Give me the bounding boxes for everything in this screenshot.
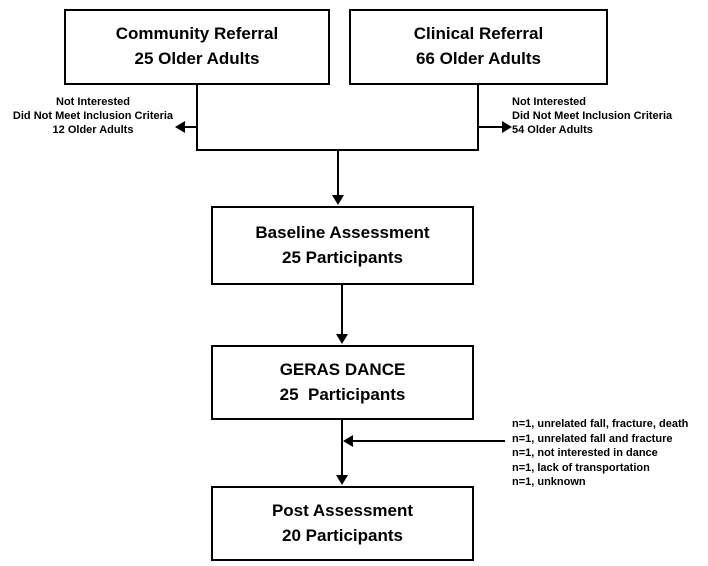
left-exclusion-line: Did Not Meet Inclusion Criteria (12, 110, 174, 122)
post-assessment-box (211, 486, 474, 561)
community-referral-title: Community Referral (115, 24, 279, 44)
left-exclusion-line: Not Interested (56, 96, 130, 108)
arrowhead-down-post (336, 475, 348, 485)
dropouts-note (512, 417, 708, 490)
baseline-assessment-count: 25 Participants (282, 247, 403, 267)
connector-clinical-down (477, 85, 479, 151)
baseline-assessment-box (211, 206, 474, 285)
community-referral-box (64, 9, 330, 85)
community-referral-count: 25 Older Adults (134, 49, 260, 68)
connector-right-exclusion (479, 126, 502, 128)
arrowhead-down-baseline (332, 195, 344, 205)
clinical-referral-box (349, 9, 608, 85)
connector-baseline-to-geras (341, 285, 343, 335)
left-exclusion-note (2, 95, 184, 137)
arrowhead-left-dropouts (343, 435, 353, 447)
right-exclusion-note (512, 95, 708, 137)
connector-geras-to-post (341, 420, 343, 477)
connector-dropouts-branch (352, 440, 505, 442)
connector-left-exclusion (184, 126, 197, 128)
baseline-assessment-title: Baseline Assessment (255, 222, 430, 242)
connector-community-down (196, 85, 198, 151)
connector-to-baseline (337, 149, 339, 197)
left-exclusion-line: 12 Older Adults (52, 124, 134, 136)
clinical-referral-title: Clinical Referral (413, 24, 544, 44)
right-exclusion-line: Did Not Meet Inclusion Criteria (512, 110, 673, 122)
post-assessment-count: 20 Participants (282, 525, 403, 545)
post-assessment-title: Post Assessment (271, 500, 414, 520)
clinical-referral-count: 66 Older Adults (415, 49, 541, 68)
arrowhead-down-geras (336, 334, 348, 344)
arrowhead-right (502, 121, 512, 133)
dropout-line: n=1, unrelated fall and fracture (512, 432, 673, 445)
dropout-line: n=1, lack of transportation (512, 461, 650, 474)
geras-dance-title: GERAS DANCE (279, 359, 406, 379)
dropout-line: n=1, not interested in dance (512, 447, 658, 459)
dropout-line: n=1, unknown (512, 476, 586, 488)
geras-dance-box (211, 345, 474, 420)
right-exclusion-line: 54 Older Adults (512, 124, 593, 136)
dropout-line: n=1, unrelated fall, fracture, death (512, 418, 689, 430)
right-exclusion-line: Not Interested (512, 96, 586, 108)
geras-dance-count: 25 Participants (279, 384, 406, 404)
